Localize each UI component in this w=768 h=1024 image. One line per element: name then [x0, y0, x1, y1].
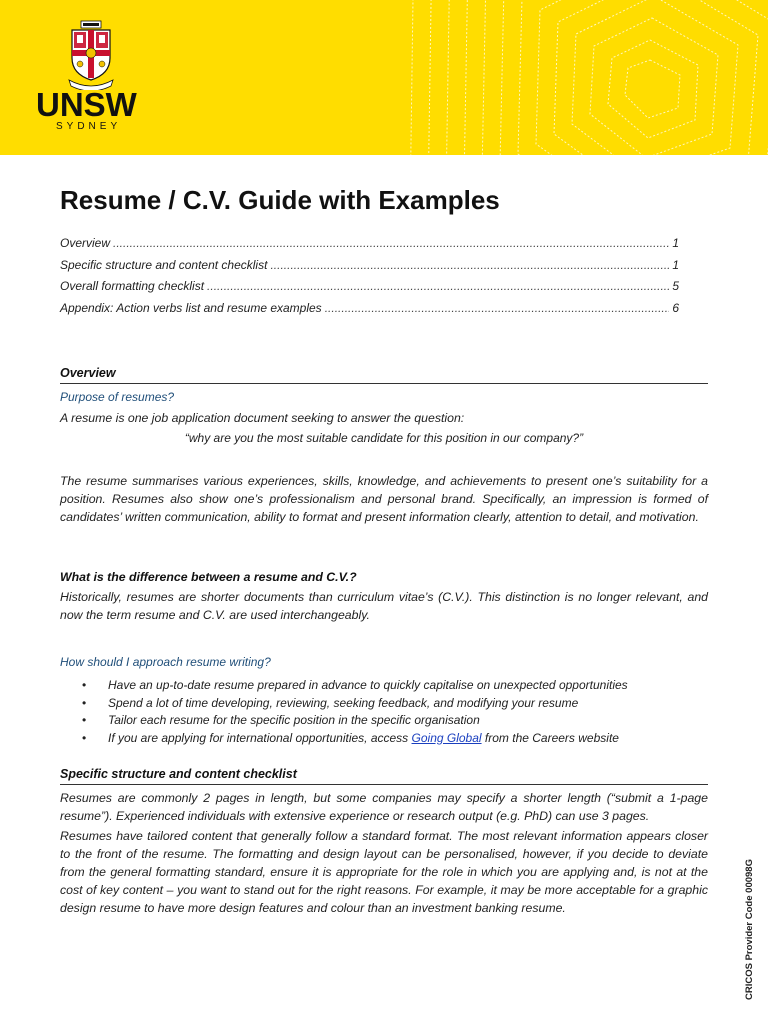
- bullet-text-post: from the Careers website: [481, 730, 619, 745]
- list-item: [60, 730, 708, 748]
- toc-entry[interactable]: [60, 279, 679, 301]
- sydney-subtext: SYDNEY: [56, 121, 122, 132]
- approach-list: [60, 677, 708, 747]
- toc-page-number: 5: [672, 279, 679, 293]
- toc-page-number: 6: [672, 300, 679, 315]
- toc-leader-dots: [270, 258, 669, 272]
- page-title: Resume / C.V. Guide with Examples: [60, 185, 500, 215]
- structure-heading: Specific structure and content checklist: [60, 767, 708, 785]
- list-item: • Tailor each resume for the specific position in the specific organisation: [60, 712, 708, 730]
- bullet-text-pre: If you are applying for international opportunities, access: [108, 730, 412, 745]
- toc-leader-dots: [325, 301, 670, 315]
- purpose-quote: “why are you the most suitable candidate for this position in our company?”: [184, 431, 584, 445]
- toc-leader-dots: [113, 236, 669, 250]
- toc-entry[interactable]: [60, 236, 679, 258]
- structure-section: [60, 767, 708, 785]
- structure-paragraph-2: Resumes have tailored content that generally follow a standard format. The most relevant information appears closer to the front of the resume. The formatting and design layout can be personalised, however, if you decide to deviate from the general formatting standard, ensure it is appropriate for the role in which you are applying and, is not at the cost of key content – you want to stand out for the right reasons. For example, it may be more acceptable for a graphic design resume to have more design features and colour than an investment banking resume.: [60, 829, 708, 915]
- header-banner: [0, 0, 768, 155]
- toc-entry[interactable]: [60, 301, 679, 323]
- purpose-text: A resume is one job application document seeking to answer the question:: [60, 411, 465, 425]
- overview-heading: Overview: [60, 366, 708, 384]
- toc-page-number: 1: [672, 257, 679, 272]
- cricos-code: CRICOS Provider Code 00098G: [744, 859, 755, 1000]
- geometric-pattern: [380, 0, 768, 155]
- structure-paragraph-1: Resumes are commonly 2 pages in length, but some companies may specify a shorter length (“submit a 1-page resume”). Experienced individuals with extensive experience or research output (e.g. PhD) can use 3 pages.: [60, 791, 708, 823]
- list-item: • Have an up-to-date resume prepared in advance to quickly capitalise on unexpected opportunities: [60, 677, 708, 695]
- toc-entry[interactable]: [60, 258, 679, 280]
- going-global-link[interactable]: Going Global: [411, 730, 482, 745]
- unsw-crest-logo: [66, 20, 116, 90]
- toc-label: Specific structure and content checklist: [60, 257, 268, 272]
- approach-heading: How should I approach resume writing?: [60, 655, 271, 669]
- unsw-wordmark: UNSW: [36, 86, 137, 123]
- toc-page-number: 1: [672, 236, 679, 250]
- toc-label: Appendix: Action verbs list and resume examples: [60, 300, 322, 315]
- difference-heading: What is the difference between a resume and C.V.?: [60, 570, 357, 584]
- overview-section: [60, 366, 708, 384]
- toc-leader-dots: [207, 279, 669, 293]
- table-of-contents: [60, 236, 679, 322]
- summary-paragraph: The resume summarises various experiences, skills, knowledge, and achievements to present one’s suitability for a position. Resumes also show one’s professionalism and personal brand. Specifically, an impression is formed of candidates’ written communication, ability to format and present information clearly, attention to detail, and motivation.: [60, 474, 708, 524]
- toc-label: Overall formatting checklist: [60, 279, 205, 293]
- list-item: • Spend a lot of time developing, reviewing, seeking feedback, and modifying your resume: [60, 695, 708, 713]
- toc-label: Overview: [60, 236, 111, 250]
- purpose-heading: Purpose of resumes?: [60, 390, 175, 404]
- difference-paragraph: Historically, resumes are shorter documents than curriculum vitae’s (C.V.). This distinction is no longer relevant, and now the term resume and C.V. are used interchangeably.: [60, 590, 708, 622]
